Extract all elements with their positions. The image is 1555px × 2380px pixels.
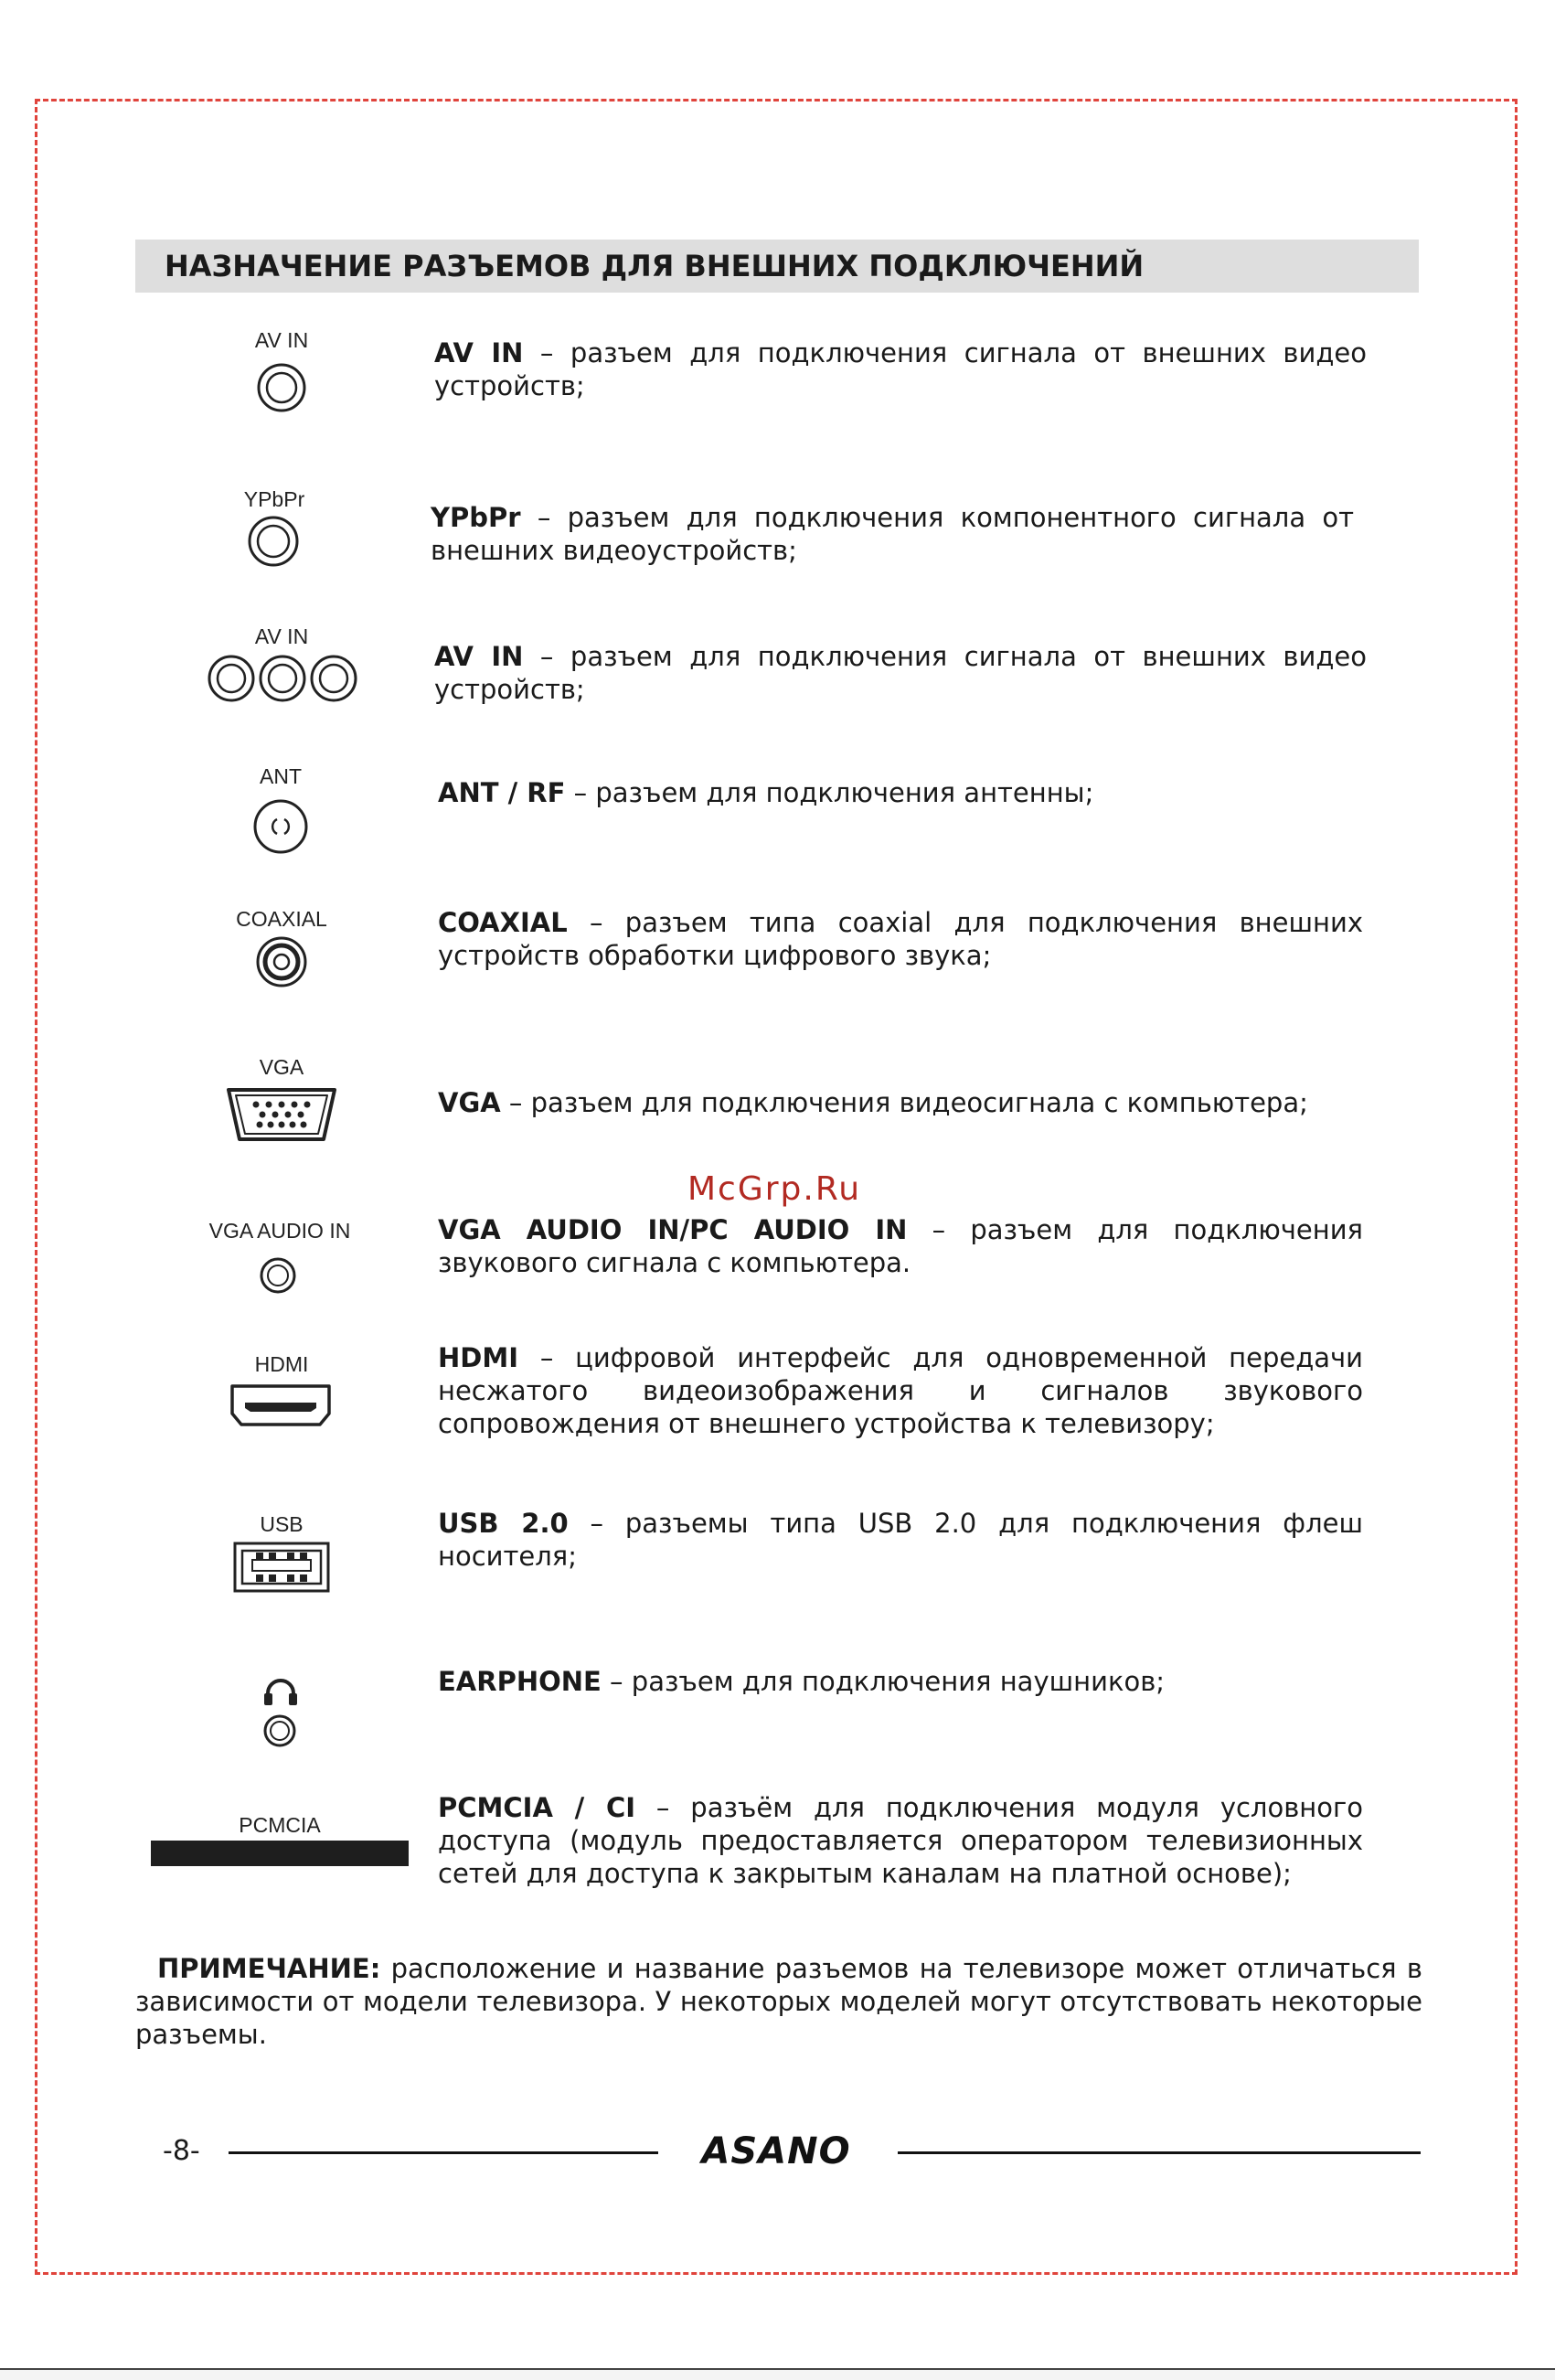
earphone-jack-icon	[262, 1713, 297, 1748]
desc-text: – разъем типа coaxial для подключения внешних устройств обработки цифрового звука;	[438, 907, 1363, 971]
note-title: ПРИМЕЧАНИЕ:	[157, 1953, 381, 1984]
headphones-icon	[262, 1675, 299, 1706]
hdmi-port-icon	[229, 1382, 333, 1428]
term: AV IN	[434, 641, 524, 672]
desc-av-in	[434, 336, 1367, 402]
desc-text: – разъём для подключения модуля условного доступа (модуль предоставляется оператором телевизионных сетей для доступа к закрытым каналам на платной основе);	[438, 1792, 1363, 1889]
desc-text: – цифровой интерфейс для одновременной передачи несжатого видеоизображения и сигналов звукового сопровождения от внешнего устройства к телевизору;	[438, 1342, 1363, 1439]
audio-jack-icon	[259, 1256, 297, 1295]
term: ANT / RF	[438, 777, 566, 808]
desc-text: – разъем для подключения наушников;	[601, 1666, 1166, 1697]
term: VGA AUDIO IN/PC AUDIO IN	[438, 1214, 908, 1245]
connector-label-vga-audio-in: VGA AUDIO IN	[208, 1219, 351, 1243]
page-number: -8-	[163, 2135, 200, 2167]
desc-text: – разъем для подключения антенны;	[565, 777, 1094, 808]
coaxial-jack-icon	[255, 935, 308, 988]
rca-jack-icon	[247, 515, 300, 568]
term: AV IN	[434, 337, 524, 368]
footer-rule-left	[229, 2151, 658, 2154]
connector-label-av-in-triple: AV IN	[254, 624, 309, 648]
term: YPbPr	[431, 502, 521, 533]
desc-vga	[438, 1086, 1370, 1119]
note	[135, 1952, 1422, 2051]
desc-ypbpr	[431, 501, 1354, 567]
section-title: НАЗНАЧЕНИЕ РАЗЪЕМОВ ДЛЯ ВНЕШНИХ ПОДКЛЮЧЕНИЙ	[135, 240, 1419, 293]
rca-jack-icon	[256, 362, 307, 413]
watermark: McGrp.Ru	[687, 1170, 862, 1208]
connector-label-pcmcia: PCMCIA	[239, 1813, 321, 1837]
usb-port-icon	[232, 1541, 331, 1594]
pcmcia-slot-icon	[151, 1841, 409, 1866]
term: PCMCIA / CI	[438, 1792, 636, 1823]
desc-ant	[438, 776, 1370, 809]
desc-text: – разъемы типа USB 2.0 для подключения флеш носителя;	[438, 1508, 1363, 1572]
brand-logo-text: ASANO	[701, 2130, 851, 2170]
connector-label-usb: USB	[260, 1512, 304, 1536]
connector-label-ypbpr: YPbPr	[243, 487, 305, 511]
desc-usb	[438, 1507, 1363, 1573]
desc-text: – разъем для подключения видеосигнала с компьютера;	[500, 1087, 1308, 1118]
connector-label-vga: VGA	[259, 1055, 304, 1079]
antenna-jack-icon	[252, 798, 309, 855]
desc-text: – разъем для подключения сигнала от внешних видео устройств;	[434, 337, 1368, 401]
desc-av-in-triple	[434, 640, 1367, 706]
connector-label-coaxial: COAXIAL	[236, 907, 327, 931]
footer-rule-right	[898, 2151, 1421, 2154]
desc-pcmcia	[438, 1791, 1363, 1890]
desc-text: – разъем для подключения сигнала от внешних видео устройств;	[434, 641, 1368, 705]
desc-coaxial	[438, 906, 1363, 972]
desc-earphone	[438, 1665, 1370, 1698]
vga-port-icon	[225, 1086, 338, 1143]
desc-hdmi	[438, 1341, 1363, 1440]
desc-vga-audio-in	[438, 1213, 1363, 1279]
connector-label-hdmi: HDMI	[254, 1352, 309, 1376]
connector-label-av-in: AV IN	[254, 328, 309, 352]
note-text: расположение и название разъемов на телевизоре может отличаться в зависимости от модели телевизора. У некоторых моделей могут отсутствовать некоторые разъемы.	[135, 1953, 1422, 2050]
term: EARPHONE	[438, 1666, 602, 1697]
brand-logo	[693, 2129, 859, 2170]
page-edge	[0, 2368, 1555, 2380]
connector-label-ant: ANT	[260, 764, 302, 788]
term: COAXIAL	[438, 907, 568, 938]
term: USB 2.0	[438, 1508, 569, 1539]
desc-text: – разъем для подключения компонентного сигнала от внешних видеоустройств;	[431, 502, 1354, 566]
desc-text: – разъем для подключения звукового сигнала с компьютера.	[438, 1214, 1363, 1278]
term: HDMI	[438, 1342, 518, 1373]
term: VGA	[438, 1087, 501, 1118]
rca-triple-jack-icon	[207, 653, 358, 704]
